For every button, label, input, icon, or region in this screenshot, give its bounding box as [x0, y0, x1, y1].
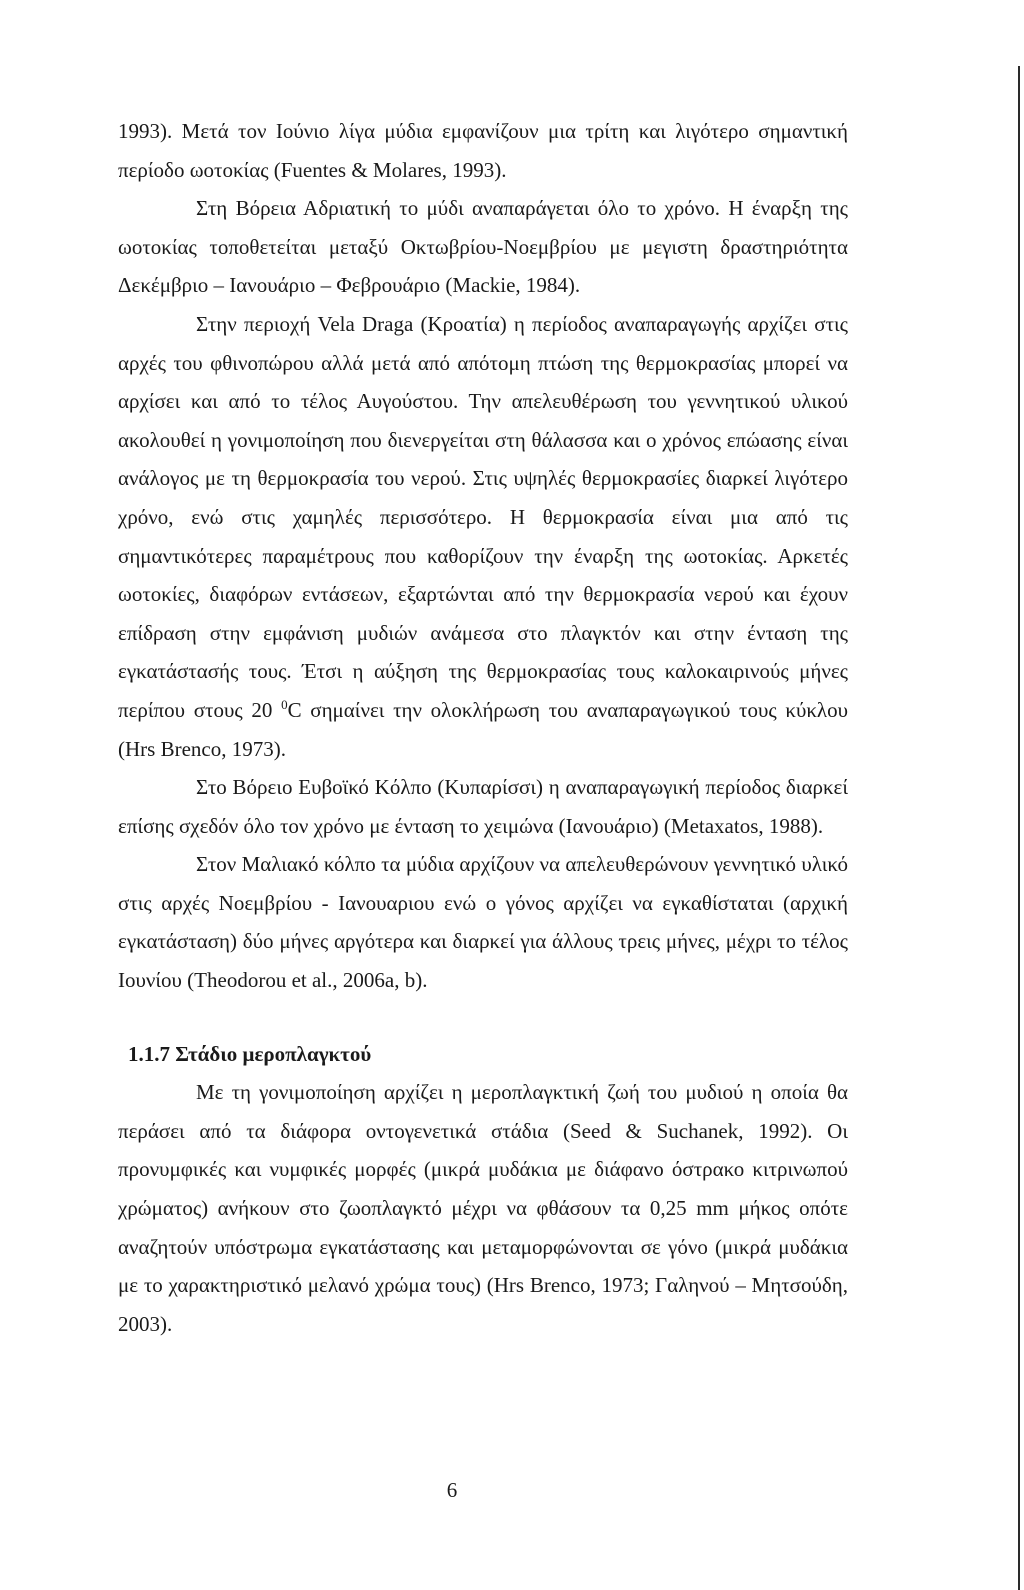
text-line: Με τη γονιμοποίηση αρχίζει η μεροπλαγκτική ζωή του μυδιού η οποία θα: [196, 1080, 848, 1105]
text-line: επίδραση στην εμφάνιση μυδιών ανάμεσα στο πλαγκτόν και στην ένταση της: [118, 620, 848, 645]
text-line: (Hrs Brenco, 1973).: [118, 736, 286, 761]
text-line: ακολουθεί η γονιμοποίηση που διενεργείται στη θάλασσα και ο χρόνος επώασης είναι: [118, 427, 848, 452]
text-line: 2003).: [118, 1311, 173, 1336]
text-line: ανάλογος με τη θερμοκρασία του νερού. Στις υψηλές θερμοκρασίες διαρκεί λιγότερο: [118, 466, 848, 491]
text-line: Ιουνίου (Theodorou et al., 2006a, b).: [118, 968, 428, 993]
page-number: [0, 1478, 1024, 1503]
text-line: αρχίσει και από το τέλος Αυγούστου. Την απελευθέρωση του γεννητικού υλικού: [118, 389, 848, 414]
text-line: [118, 691, 848, 730]
text-line: αναζητούν υπόστρωμα εγκατάστασης και μεταμορφώνονται σε γόνο (μικρά μυδάκια: [118, 1234, 848, 1259]
text-line: ωοτοκίες, διαφόρων εντάσεων, εξαρτώνται από την θερμοκρασία νερού και έχουν: [118, 582, 848, 607]
text-line: χρόνο, ενώ στις χαμηλές περισσότερο. Η θερμοκρασία είναι μια από τις: [118, 504, 848, 529]
section-heading: [118, 1035, 848, 1074]
text-line: Δεκέμβριο – Ιανουάριο – Φεβρουάριο (Mackie, 1984).: [118, 273, 581, 298]
text-line: προνυμφικές και νυμφικές μορφές (μικρά μυδάκια με διάφανο όστρακο κιτρινωπού: [118, 1157, 848, 1182]
text-line: σημαντικότερες παραμέτρους που καθορίζουν την έναρξη της ωοτοκίας. Αρκετές: [118, 543, 848, 568]
text-line: Στον Μαλιακό κόλπο τα μύδια αρχίζουν να απελευθερώνουν γεννητικό υλικό: [196, 852, 848, 877]
text-line: Στη Βόρεια Αδριατική το μύδι αναπαράγεται όλο το χρόνο. Η έναρξη της: [196, 196, 848, 221]
paragraph: [118, 189, 848, 305]
text-line: περάσει από τα διάφορα οντογενετικά στάδια (Seed & Suchanek, 1992). Οι: [118, 1118, 848, 1143]
text-segment: C σημαίνει την ολοκλήρωση του αναπαραγωγικού τους κύκλου: [287, 697, 849, 722]
text-segment: περίπου στους 20: [118, 697, 282, 722]
text-line: αρχές του φθινοπώρου αλλά μετά από απότομη πτώση της θερμοκρασίας μπορεί να: [118, 350, 848, 375]
paragraph: [118, 305, 848, 768]
text-line: εγκατάσταση) δύο μήνες αργότερα και διαρκεί για άλλους τρεις μήνες, μέχρι το τέλος: [118, 929, 848, 954]
text-line: χρώματος) ανήκουν στο ζωοπλαγκτό μέχρι να φθάσουν τα 0,25 mm μήκος οπότε: [118, 1196, 848, 1221]
text-line: στις αρχές Νοεμβρίου - Ιανουαριου ενώ ο γόνος αρχίζει να εγκαθίσταται (αρχική: [118, 890, 848, 915]
degree-superscript: 0: [281, 696, 288, 712]
paragraph: [118, 1073, 848, 1343]
section-spacer: [118, 1000, 848, 1035]
text-line: 1993). Μετά τον Ιούνιο λίγα μύδια εμφανίζουν μια τρίτη και λιγότερο σημαντική: [118, 119, 848, 143]
text-line: επίσης σχεδόν όλο τον χρόνο με ένταση το χειμώνα (Ιανουάριο) (Metaxatos, 1988).: [118, 813, 824, 838]
text-line: με το χαρακτηριστικό μελανό χρώμα τους) (Hrs Brenco, 1973; Γαληνού – Μητσούδη,: [118, 1273, 848, 1298]
page-number-text: 6: [446, 1478, 458, 1502]
section-title: Στάδιο μεροπλαγκτού: [175, 1041, 372, 1066]
document-body: [118, 112, 848, 1343]
text-line: Στην περιοχή Vela Draga (Κροατία) η περίοδος αναπαραγωγής αρχίζει στις: [196, 311, 848, 336]
page-edge-line: [1018, 66, 1020, 1590]
section-number: 1.1.7: [128, 1041, 170, 1066]
text-line: εγκατάστασής τους. Έτσι η αύξηση της θερμοκρασίας τους καλοκαιρινούς μήνες: [118, 659, 848, 684]
text-line: περίοδο ωοτοκίας (Fuentes & Molares, 1993).: [118, 157, 507, 182]
text-line: Στο Βόρειο Ευβοϊκό Κόλπο (Κυπαρίσσι) η αναπαραγωγική περίοδος διαρκεί: [196, 775, 848, 800]
paragraph: [118, 112, 848, 189]
paragraph: [118, 845, 848, 999]
text-line: ωοτοκίας τοποθετείται μεταξύ Οκτωβρίου-Νοεμβρίου με μεγιστη δραστηριότητα: [118, 234, 848, 259]
paragraph: [118, 768, 848, 845]
